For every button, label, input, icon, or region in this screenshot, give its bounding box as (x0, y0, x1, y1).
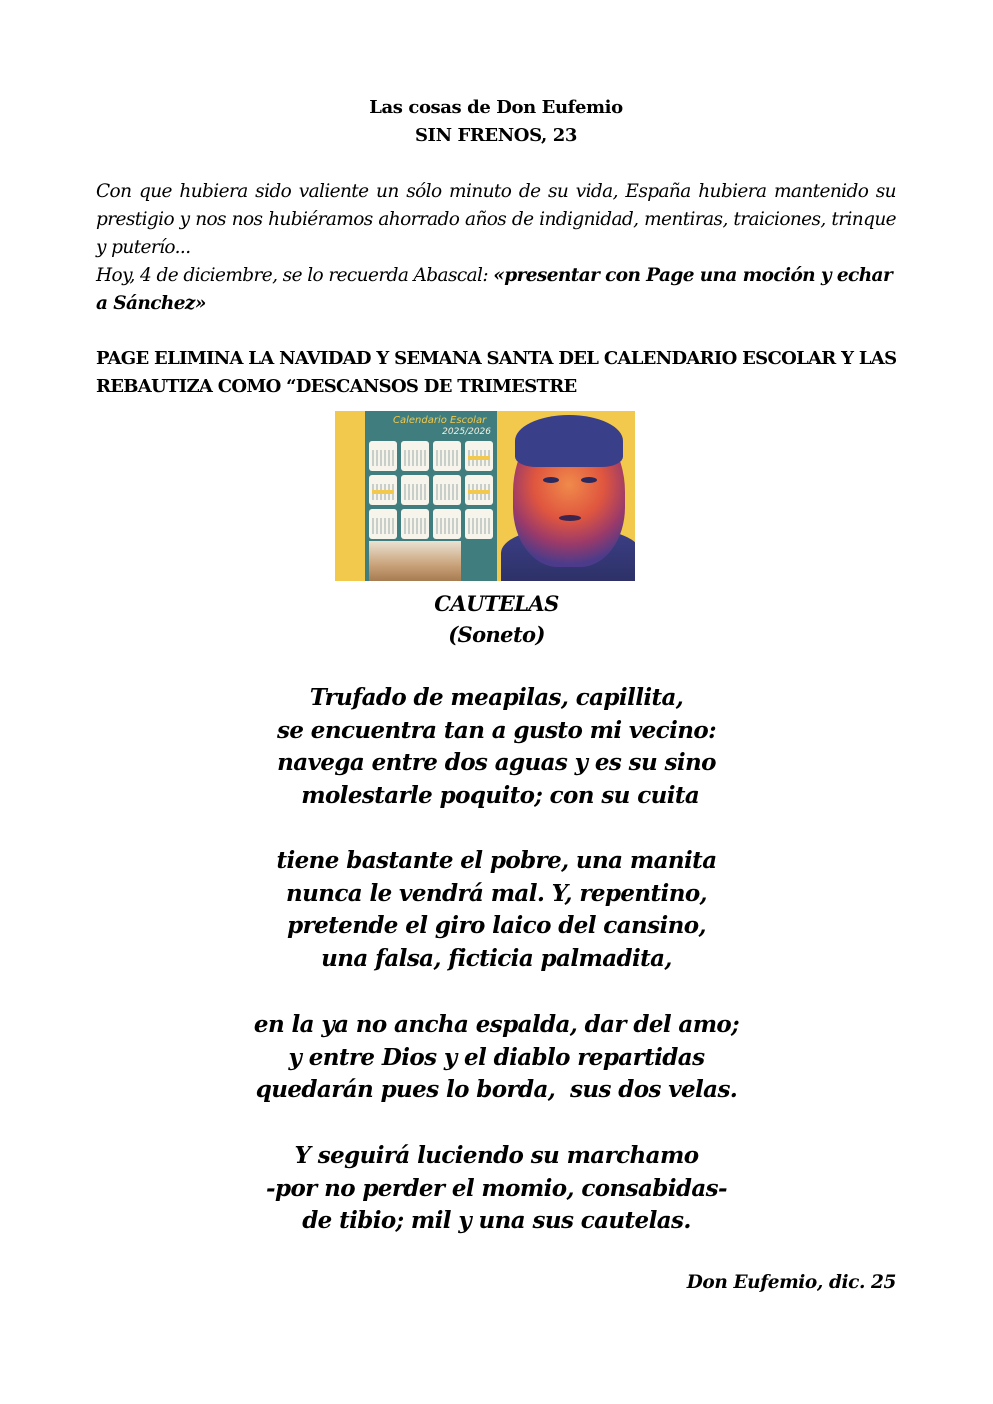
calendar-month (369, 475, 397, 505)
poem-line: -por no perder el momio, consabidas- (266, 1174, 727, 1202)
poem-line: en la ya no ancha espalda, dar del amo; (253, 1011, 740, 1038)
intro-text (96, 178, 896, 318)
poem-line: pretende el giro laico del cansino, (287, 912, 706, 940)
calendar-month (369, 509, 397, 539)
school-calendar-poster (365, 411, 497, 581)
calendar-month (465, 509, 493, 539)
calendar-month (465, 441, 493, 471)
poem-line: nunca le vendrá mal. Y, repentino, (286, 879, 707, 907)
calendar-month (433, 509, 461, 539)
poem-line: quedarán pues lo borda, sus dos velas. (255, 1076, 738, 1104)
signature: Don Eufemio, dic. 25 (686, 1272, 896, 1293)
calendar-month (401, 475, 429, 505)
poster-year: 2025/2026 (442, 427, 491, 437)
calendar-month (401, 441, 429, 471)
poem-stanza-1 (0, 682, 993, 813)
portrait-hair (515, 415, 623, 467)
poem-line: una falsa, ficticia palmadita, (321, 945, 672, 973)
portrait-eye (543, 477, 559, 483)
poem-line: de tibio; mil y una sus cautelas. (302, 1207, 691, 1235)
intro-paragraph-1: Con que hubiera sido valiente un sólo minuto de su vida, España hubiera mantenido su prestigio y nos nos hubiéramos ahorrado años de indignidad, mentiras, traiciones, trinque y puterío... (96, 181, 896, 258)
portrait-eye (581, 477, 597, 483)
calendar-month (369, 441, 397, 471)
classroom-photo (369, 541, 461, 581)
portrait-mouth (559, 515, 581, 521)
poem-stanza-2 (0, 845, 993, 976)
poem-stanza-3 (0, 1009, 993, 1107)
abascal-quote: «presentar con Page una moción y echar a Sánchez» (96, 265, 893, 314)
poster-title: Calendario Escolar (393, 415, 487, 426)
poem-subtitle: (Soneto) (448, 622, 545, 647)
poem-line: Trufado de meapilas, capillita, (309, 684, 684, 711)
poem-line: molestarle poquito; con su cuita (293, 782, 700, 810)
calendar-month (465, 475, 493, 505)
news-image (335, 411, 635, 581)
calendar-month (433, 475, 461, 505)
intro-paragraph-2-plain: Hoy, 4 de diciembre, se lo recuerda Abascal: (96, 265, 494, 286)
news-headline: PAGE ELIMINA LA NAVIDAD Y SEMANA SANTA DEL CALENDARIO ESCOLAR Y LAS REBAUTIZA COMO “DESCANSOS DE TRIMESTRE (96, 348, 897, 397)
calendar-months-grid (369, 441, 493, 539)
poem-line: Y seguirá luciendo su marchamo (294, 1142, 699, 1169)
poem-line: y entre Dios y el diablo repartidas (288, 1043, 705, 1071)
poem-line: se encuentra tan a gusto mi vecino: (277, 716, 716, 744)
calendar-month (401, 509, 429, 539)
issue-title: SIN FRENOS, 23 (414, 125, 578, 146)
poem-line: tiene bastante el pobre, una manita (276, 847, 717, 874)
poem-line: navega entre dos aguas y es su sino (277, 749, 716, 777)
calendar-month (433, 441, 461, 471)
poem-stanza-4 (0, 1140, 993, 1238)
intro-paragraph-2 (96, 262, 896, 318)
portrait-illustration (505, 411, 635, 581)
poem-title: CAUTELAS (434, 591, 559, 616)
series-title: Las cosas de Don Eufemio (369, 97, 623, 118)
